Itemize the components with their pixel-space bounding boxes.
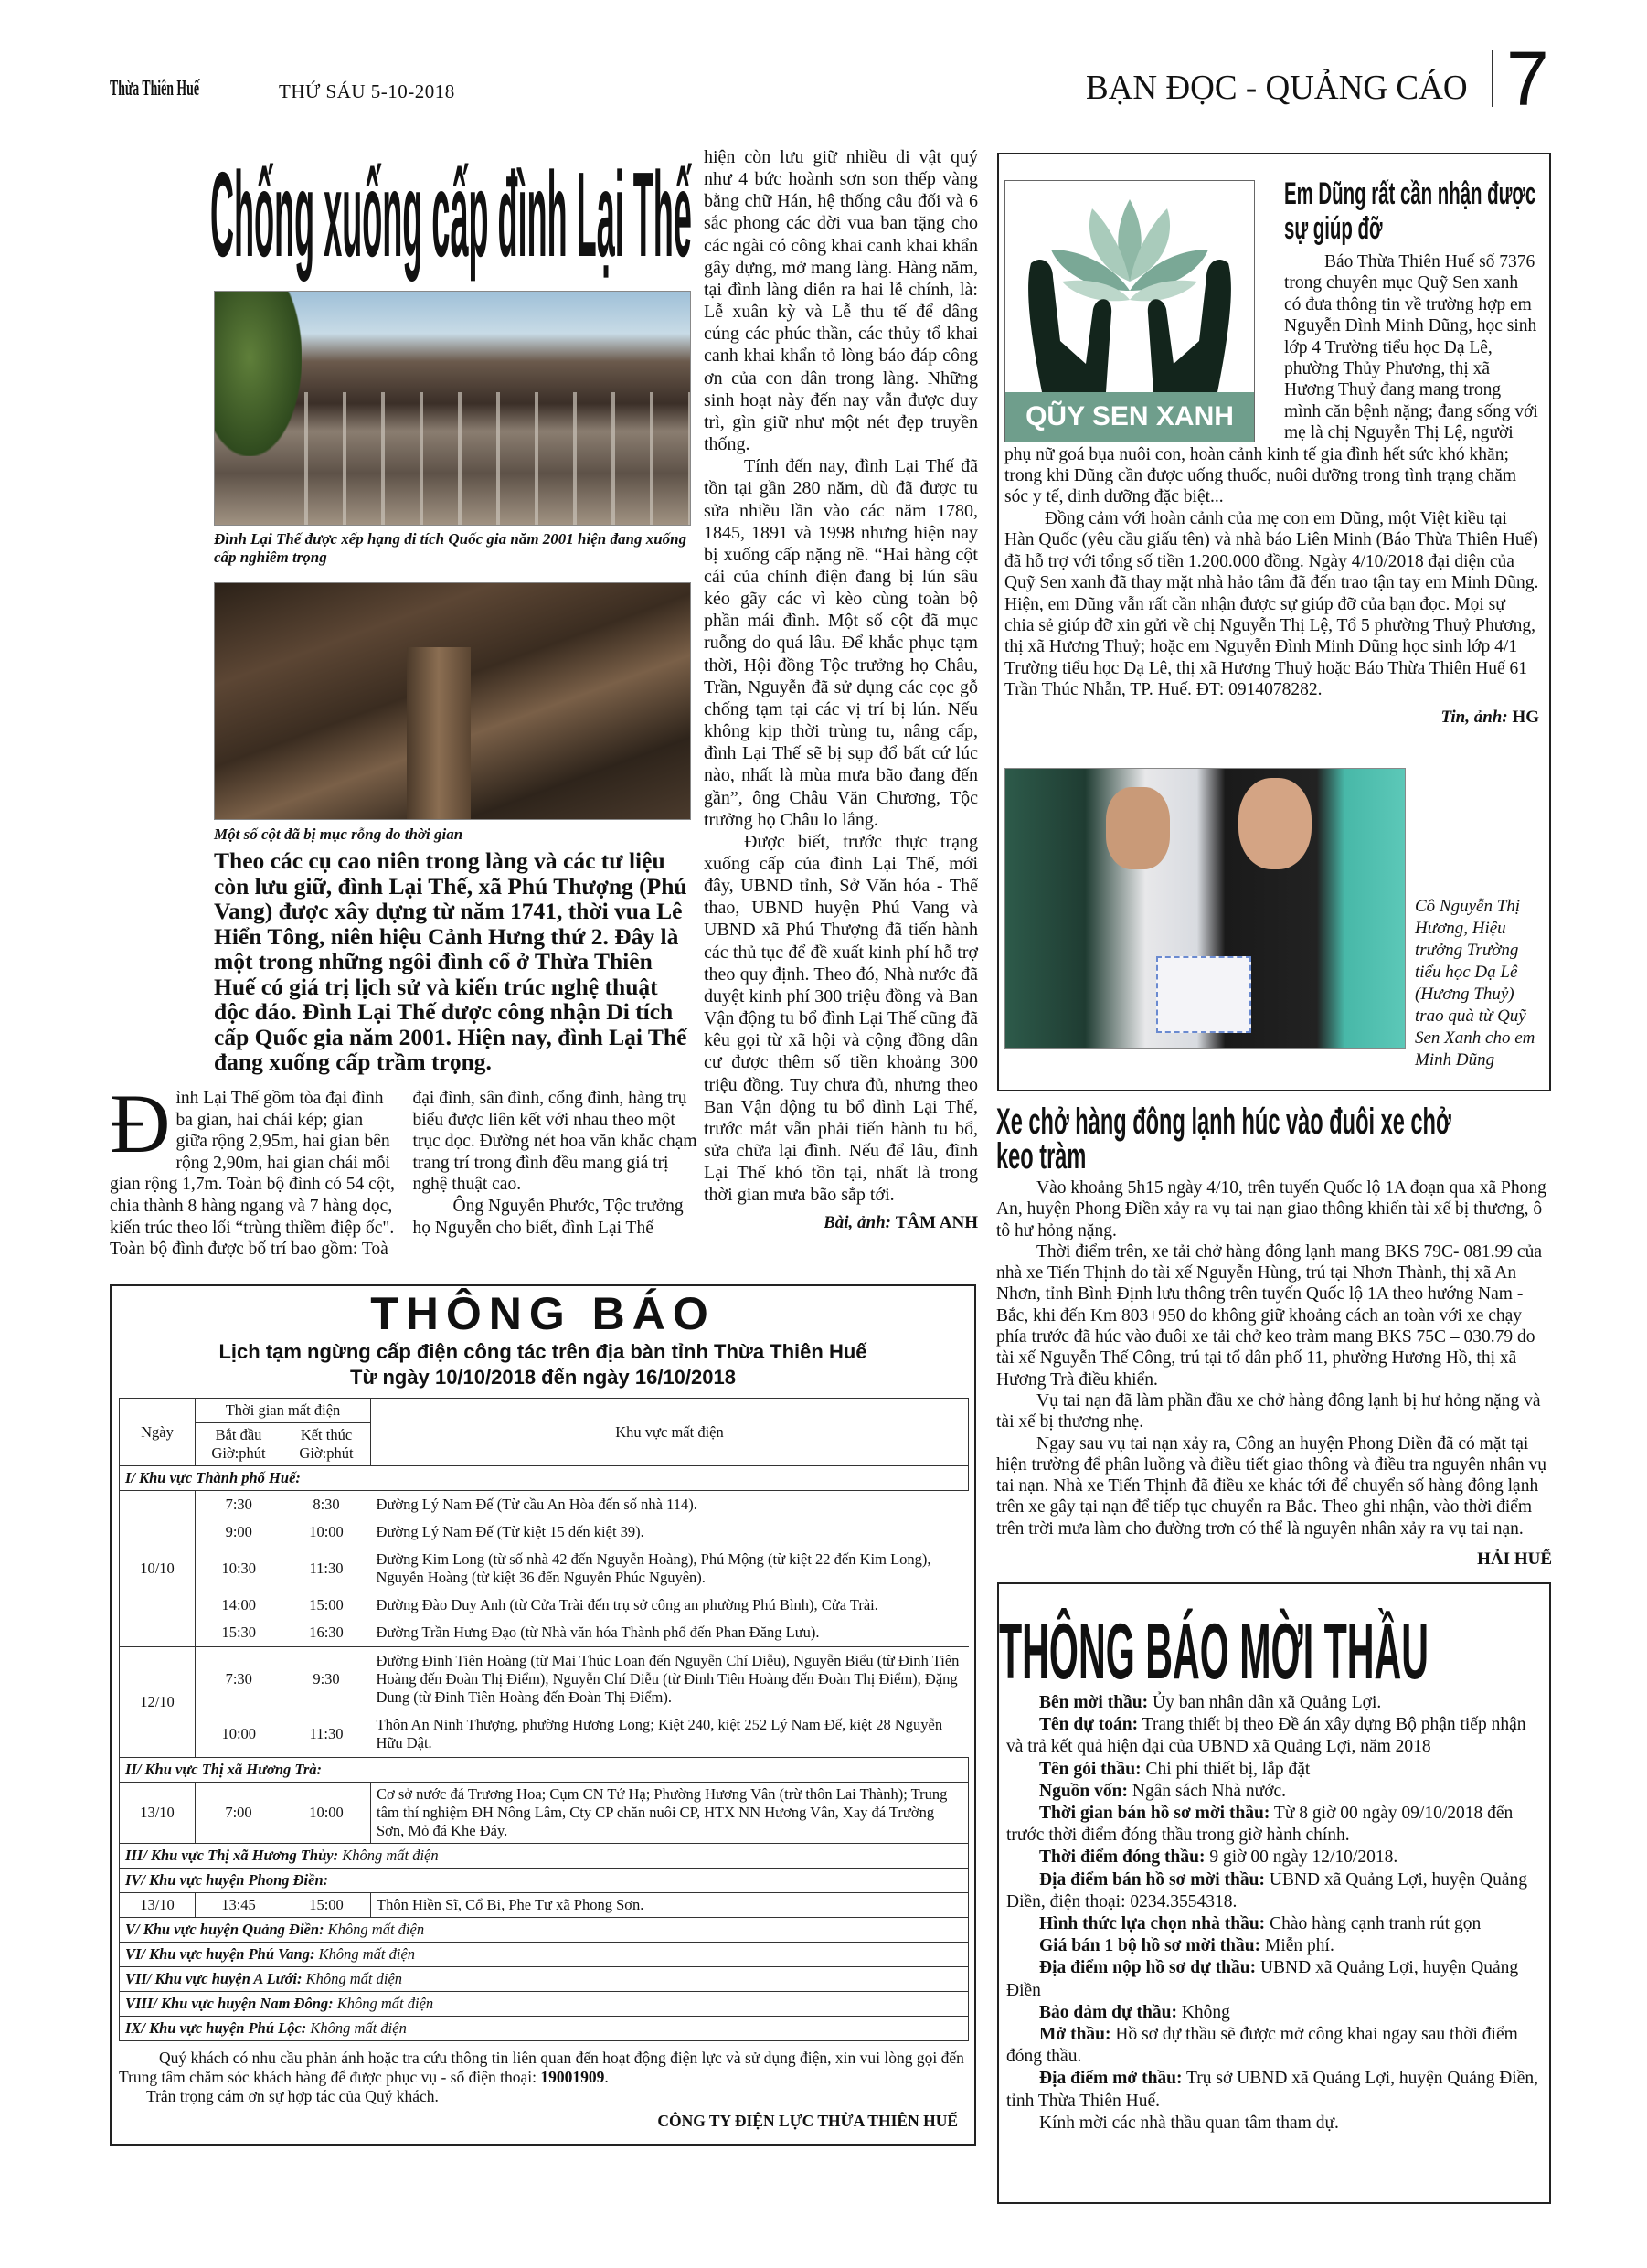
bid-item-value: Không [1181, 2002, 1230, 2022]
table-section-row: VII/ Khu vực huyện A Lưới: Không mất điện [120, 1967, 969, 1992]
cell-end: 15:00 [309, 1596, 344, 1613]
cell-start: 15:30 [196, 1619, 282, 1647]
section-title: BẠN ĐỌC - QUẢNG CÁO [1086, 69, 1468, 107]
cell-area: Đường Đinh Tiên Hoàng (từ Mai Thúc Loan đến Nguyễn Chí Diễu), Nguyễn Biểu (từ Đinh Tiên Hoàng đến Đoàn Thị Điểm), Nguyễn Chí Diễu (từ Đinh Tiên Hoàng đến Đoàn Thị Điểm), Đặng Dung (từ Đinh Tiên Hoàng đến Đoàn Thị Điểm). [371, 1647, 969, 1712]
table-section-row: IV/ Khu vực huyện Phong Điền: [120, 1869, 969, 1893]
col-start: Bắt đầu Giờ:phút [196, 1423, 282, 1466]
table-section-row: V/ Khu vực huyện Quảng Điền: Không mất điện [120, 1918, 969, 1943]
accident-byline: HẢI HUẾ [1477, 1549, 1552, 1570]
bid-item-value: Chào hàng cạnh tranh rút gọn [1270, 1914, 1482, 1934]
bid-item-value: Hồ sơ dự thầu sẽ được mở công khai ngay sau thời điểm đóng thầu. [1006, 2025, 1518, 2067]
body-paragraph: Ngay sau vụ tai nạn xảy ra, Công an huyện Phong Điền đã có mặt tại hiện trường để phân luồng và điều tiết giao thông và điều tra nguyên nhân vụ tai nạn. Nhà xe Tiến Thịnh đã điều xe khác tới để chuyển số hàng đông lạnh trên xe gây tại nạn để tiếp tục chuyển ra Bắc. Theo ghi nhận, vào thời điểm trên trời mưa làm cho đường trơn có thể là nguyên nhân xảy ra vụ tai nạn. [996, 1433, 1546, 1539]
table-row [120, 1518, 969, 1546]
cell-area: Đường Đào Duy Anh (từ Cửa Trài đến trụ sở công an phường Phú Bình), Cửa Trài. [376, 1596, 878, 1613]
article-body-columns [110, 1077, 699, 1261]
bid-item-label: Tên gói thầu: [1039, 1759, 1142, 1779]
cell-end: 11:30 [309, 1560, 344, 1577]
masthead: Thừa Thiên Huế [110, 77, 200, 101]
body-paragraph: Đồng cảm với hoàn cảnh của mẹ con em Dũng, một Việt kiều tại Hàn Quốc (yêu cầu giấu tên) và nhà báo Liên Minh (Báo Thừa Thiên Huế) đã hỗ trợ với tổng số tiền 1.200.000 đồng. Ngày 4/10/2018 đại diện của Quỹ Sen xanh đã thay mặt nhà hảo tâm đã đến trao tận tay em Minh Dũng. Hiện, em Dũng vẫn rất cần nhận được sự giúp đỡ của bạn đọc. Mọi sự chia sẻ giúp đỡ xin gửi về chị Nguyễn Thị Lệ, Tổ 5 phường Thuỷ Phương, thị xã Hương Thuỷ; hoặc em Nguyễn Đình Minh Dũng học sinh lớp 4/1 Trường tiểu học Dạ Lê, thị xã Hương Thuỷ hoặc Báo Thừa Thiên Huế 61 Trần Thúc Nhẫn, TP. Huế. ĐT: 0914078282. [1004, 508, 1539, 700]
cell-start: 9:00 [196, 1518, 282, 1546]
lotus-hands-icon [1005, 181, 1254, 392]
article-body-column [704, 146, 978, 1234]
bid-item [1006, 1759, 1546, 1781]
drop-cap: Đ [110, 1077, 171, 1170]
cell-start: 13:45 [196, 1893, 282, 1918]
bid-item-label: Tên dự toán: [1039, 1715, 1139, 1735]
cell-end: 11:30 [282, 1711, 371, 1758]
bid-item [1006, 1714, 1546, 1758]
photo1-caption: Đình Lại Thế được xếp hạng di tích Quốc gia năm 2001 hiện đang xuống cấp nghiêm trọng [214, 530, 687, 566]
body-paragraph: Thời điểm trên, xe tải chở hàng đông lạnh mang BKS 79C- 081.99 của nhà xe Tiến Thịnh do tài xế Nguyễn Hùng, trú tại Nhơn Thành, thị xã An Nhơn, tỉnh Bình Định lưu thông trên tuyến Quốc lộ 1A theo hướng Nam - Bắc, khi đến Km 803+950 do không giữ khoảng cách an toàn với xe chạy phía trước đã húc vào đuôi xe tải chở keo tràm mang BKS 75C – 030.79 do tài xế Nguyễn Thế Công, trú tại tổ dân phố 11, phường Hương Hồ, thị xã Hương Trà điều khiển. [996, 1241, 1542, 1390]
cell-start: 10:30 [196, 1546, 282, 1592]
rotten-column-photo [214, 582, 691, 820]
bid-item [1006, 1913, 1546, 1935]
bid-item-label: Thời gian bán hồ sơ mời thầu: [1039, 1804, 1270, 1824]
header-divider [1492, 50, 1493, 107]
notice-footer-text: Quý khách có nhu cầu phản ánh hoặc tra cứu thông tin liên quan đến hoạt động điện lực và sử dụng điện, xin vui lòng gọi đến Trung tâm chăm sóc khách hàng để được phục vụ - số điện thoại: 19001909. [119, 2049, 964, 2086]
quy-sen-xanh-logo [1004, 180, 1255, 442]
bid-item-value: Ngân sách Nhà nước. [1132, 1781, 1287, 1801]
cell-area: Cơ sở nước đá Trương Hoa; Cụm CN Tứ Hạ; Phường Hương Vân (trừ thôn Lai Thành); Trung tâm thí nghiệm ĐH Nông Lâm, Cty CP chăn nuôi CP, HTX NN Hương Vân, Xay đá Trường Sơn, Mỏ đá Khe Đáy. [371, 1783, 969, 1844]
bid-item-value: Trang thiết bị theo Đề án xây dựng Bộ phận tiếp nhận và trả kết quả hiện đại của UBND xã Quảng Lợi, năm 2018 [1006, 1715, 1526, 1757]
bid-item-label: Địa điểm bán hồ sơ mời thầu: [1039, 1869, 1265, 1890]
bid-item-label: Bên mời thầu: [1039, 1693, 1149, 1712]
logo-text: QŨY SEN XANH [1005, 392, 1254, 442]
cell-area: Đường Lý Nam Đế (Từ kiệt 15 đến kiệt 39). [376, 1523, 644, 1540]
notice-thanks: Trân trọng cám ơn sự hợp tác của Quý khách. [146, 2087, 439, 2105]
cell-day: 13/10 [120, 1783, 196, 1844]
page-number: 7 [1506, 36, 1549, 122]
bid-notice-title: THÔNG BÁO MỜI THẦU [999, 1608, 1429, 1696]
bid-notice-body [1006, 1692, 1546, 2135]
cell-area: Đường Trần Hưng Đạo (từ Nhà văn hóa Thành phố đến Phan Đăng Lưu). [371, 1619, 969, 1647]
bid-item-value: Từ 8 giờ 00 ngày 09/10/2018 đến trước thời điểm đóng thầu trong giờ hành chính. [1006, 1804, 1514, 1846]
bid-item [1006, 1803, 1546, 1847]
bid-item [1006, 2024, 1546, 2068]
photo3-caption: Cô Nguyễn Thị Hương, Hiệu trưởng Trường tiểu học Dạ Lê (Hương Thuỷ) trao quà từ Quỹ Sen Xanh cho em Minh Dũng [1415, 897, 1535, 1070]
bid-item [1006, 1935, 1546, 1957]
cell-start: 7:30 [196, 1647, 282, 1712]
bid-item-value: Chi phí thiết bị, lắp đặt [1145, 1759, 1311, 1779]
bid-item-value: Trụ sở UBND xã Quảng Lợi, huyện Quảng Điền, tỉnh Thừa Thiên Huế. [1006, 2069, 1539, 2111]
body-paragraph: Được biết, trước thực trạng xuống cấp của đình Lại Thế, mới đây, UBND tỉnh, Sở Văn hóa - Thể thao, UBND huyện Phú Vang và UBND xã Phú Thượng đã tiến hành các thủ tục để đề xuất kinh phí hỗ trợ theo quy định. Theo đó, Nhà nước đã duyệt kinh phí 300 triệu đồng và Ban Vận động tu bổ đình Lại Thế cũng đã kêu gọi từ xã hội và cộng đồng dân cư được thêm số tiền khoảng 300 triệu đồng. Tuy chưa đủ, nhưng theo Ban Vận động tu bổ đình Lại Thế, trước mắt vẫn phải tiến hành tu bổ, sửa chữa lại đình. Nếu để lâu, đình Lại Thế khó tồn tại, nhất là trong thời gian mưa bão sắp tới. [704, 831, 978, 1206]
col-area: Khu vực mất điện [371, 1399, 969, 1466]
accident-body [996, 1177, 1552, 1570]
bid-item [1006, 2002, 1546, 2024]
cell-end: 8:30 [282, 1491, 371, 1519]
accident-headline: Xe chở hàng đông lạnh húc vào đuôi xe chở keo tràm [996, 1102, 1451, 1177]
bid-item-label: Mở thầu: [1039, 2025, 1111, 2045]
col-day: Ngày [120, 1399, 196, 1466]
table-row [120, 1592, 969, 1619]
table-section-row: I/ Khu vực Thành phố Huế: [120, 1466, 969, 1491]
bid-notice-box [997, 1582, 1551, 2204]
table-section-row: III/ Khu vực Thị xã Hương Thủy: Không mất điện [120, 1844, 969, 1869]
body-paragraph: Vào khoảng 5h15 ngày 4/10, trên tuyến Quốc lộ 1A đoạn qua xã Phong An, huyện Phong Điền xảy ra vụ tai nạn giao thông khiến tài xế bị thương, ô tô hư hỏng nặng. [996, 1178, 1546, 1240]
cell-end: 9:30 [282, 1647, 371, 1712]
cell-end: 15:00 [282, 1893, 371, 1918]
notice-subtitle: Lịch tạm ngừng cấp điện công tác trên địa bàn tỉnh Thừa Thiên Huế [218, 1340, 867, 1363]
table-row [120, 1783, 969, 1844]
cell-area: Đường Kim Long (từ số nhà 42 đến Nguyễn Hoàng), Phú Mộng (từ kiệt 22 đến Kim Long), Nguyễn Hoàng (từ kiệt 36 đến Nguyễn Phúc Nguyên). [376, 1550, 931, 1586]
body-paragraph: Ông Nguyễn Phước, Tộc trưởng họ Nguyễn cho biết, đình Lại Thế [412, 1196, 684, 1238]
bid-item [1006, 2068, 1546, 2112]
hotline: 19001909 [540, 2068, 605, 2086]
cell-area: Đường Lý Nam Đế (Từ cầu An Hòa đến số nhà 114). [371, 1491, 969, 1519]
issue-date: THỨ SÁU 5-10-2018 [279, 80, 455, 102]
cell-start: 7:00 [196, 1783, 282, 1844]
cell-day: 10/10 [120, 1491, 196, 1647]
table-row [120, 1491, 969, 1519]
bid-item-label: Giá bán 1 bộ hồ sơ mời thầu: [1039, 1936, 1261, 1956]
power-outage-notice [110, 1284, 976, 2146]
cell-start: 14:00 [196, 1592, 282, 1619]
cell-area: Thôn An Ninh Thượng, phường Hương Long; Kiệt 240, kiệt 252 Lý Nam Đế, kiệt 28 Nguyễn Hữu Dật. [371, 1711, 969, 1758]
bid-item-label: Bảo đảm dự thầu: [1039, 2002, 1177, 2022]
table-section-row: VI/ Khu vực huyện Phú Vang: Không mất điện [120, 1943, 969, 1967]
gift-handover-photo [1004, 768, 1406, 1049]
article-lead: Theo các cụ cao niên trong làng và các tư liệu còn lưu giữ, đình Lại Thế, xã Phú Thượng (Phú Vang) được xây dựng từ năm 1741, thời vua Lê Hiển Tông, niên hiệu Cảnh Hưng thứ 2. Đây là một trong những ngôi đình cổ ở Thừa Thiên Huế có giá trị lịch sử và kiến trúc nghệ thuật độc đáo. Đình Lại Thế được công nhận Di tích cấp Quốc gia năm 2001. Hiện nay, đình Lại Thế đang xuống cấp trầm trọng. [214, 847, 687, 1075]
dinh-lai-the-photo [214, 291, 691, 526]
bid-item-label: Thời điểm đóng thầu: [1039, 1847, 1206, 1868]
body-paragraph: Tính đến nay, đình Lại Thế đã tồn tại gần 280 năm, dù đã được tu sửa nhiều lần vào các năm 1780, 1845, 1891 và 1998 nhưng hiện nay bị xuống cấp nặng nề. “Hai hàng cột cái của chính điện đang bị lún sâu kéo gãy các vì kèo cùng toàn bộ phần mái đình. Một số cột đã mục ruỗng do quá lâu. Để khắc phục tạm thời, Hội đồng Tộc trưởng họ Châu, Trần, Nguyễn đã sử dụng các cọc gỗ chống tạm tại các vị trí bị lún. Nếu không kịp thời trùng tu, nâng cấp, đình Lại Thế sẽ bị sụp đổ bất cứ lúc nào, nhất là mùa mưa bão đang đến gần”, ông Châu Văn Chương, Tộc trưởng họ Châu lo lắng. [704, 456, 978, 830]
table-row [120, 1647, 969, 1712]
cell-day: 13/10 [120, 1893, 196, 1918]
bid-item-value: UBND xã Quảng Lợi, huyện Quảng Điền [1006, 1958, 1519, 2000]
table-row [120, 1893, 969, 1918]
cell-end: 10:00 [282, 1783, 371, 1844]
col-time-group: Thời gian mất điện [196, 1399, 371, 1423]
cell-start: 7:30 [196, 1491, 282, 1519]
notice-date-range: Từ ngày 10/10/2018 đến ngày 16/10/2018 [350, 1366, 736, 1389]
table-row [120, 1711, 969, 1758]
body-paragraph: Vụ tai nạn đã làm phần đầu xe chở hàng đông lạnh bị hư hỏng nặng và tài xế bị thương nhẹ. [996, 1390, 1541, 1432]
col-end: Kết thúc Giờ:phút [282, 1423, 371, 1466]
bid-item-value: Ủy ban nhân dân xã Quảng Lợi. [1153, 1693, 1382, 1712]
table-section-row: VIII/ Khu vực huyện Nam Đông: Không mất điện [120, 1992, 969, 2017]
bid-item [1006, 1847, 1546, 1869]
body-paragraph: hiện còn lưu giữ nhiều di vật quý như 4 bức hoành sơn son thếp vàng bằng chữ Hán, hệ thống câu đối và 6 sắc phong các đời vua ban tặng cho các ngài có công khai canh khai khẩn gây dựng, mở mang làng. Hàng năm, tại đình làng diễn ra hai lễ chính, là: Lễ xuân kỳ và Lễ thu tế để dâng cúng các phúc thần, các thủy tổ khai canh khai khẩn tỏ lòng báo đáp công ơn của con dân trong làng. Những sinh hoạt này đến nay vẫn được duy trì, gìn giữ như một nét đẹp truyền thống. [704, 147, 978, 455]
charity-byline: Tin, ảnh: HG [1440, 707, 1539, 727]
photo2-caption: Một số cột đã bị mục rỗng do thời gian [214, 825, 463, 843]
bid-item [1006, 1692, 1546, 1714]
cell-start: 10:00 [196, 1711, 282, 1758]
charity-headline: Em Dũng rất cần nhận được sự giúp đỡ [1284, 176, 1536, 246]
bid-item [1006, 1957, 1546, 2001]
cell-area: Thôn Hiền Sĩ, Cổ Bi, Phe Tư xã Phong Sơn. [371, 1893, 969, 1918]
cell-day: 12/10 [120, 1647, 196, 1758]
table-section-row: II/ Khu vực Thị xã Hương Trà: [120, 1758, 969, 1783]
outage-schedule-table [119, 1398, 969, 2041]
cell-end: 10:00 [309, 1523, 344, 1540]
bid-closing: Kính mời các nhà thầu quan tâm tham dự. [1039, 2113, 1339, 2133]
bid-item-label: Địa điểm mở thầu: [1039, 2069, 1183, 2089]
notice-title: THÔNG BÁO [370, 1288, 716, 1339]
bid-item-value: 9 giờ 00 ngày 12/10/2018. [1209, 1847, 1398, 1868]
bid-item [1006, 1781, 1546, 1803]
article-byline: Bài, ảnh: TÂM ANH [824, 1212, 978, 1232]
table-section-row: IX/ Khu vực huyện Phú Lộc: Không mất điện [120, 2017, 969, 2041]
notice-footer [119, 2049, 969, 2131]
bid-item-label: Địa điểm nộp hồ sơ dự thầu: [1039, 1958, 1257, 1978]
table-row [120, 1546, 969, 1592]
body-paragraph: ình Lại Thế gồm tòa đại đình ba gian, hai chái kép; gian giữa rộng 2,95m, hai gian bên rộng 2,90m, hai gian chái mỗi gian rộng 1,7m. Toàn bộ đình có 54 cột, chia thành 8 hàng ngang và 7 hàng dọc, kiến trúc theo lối “trùng thiềm điệp ốc". Toàn bộ đình được bố trí bao gồm: Toà đại đình, sân đình, cổng đình, hàng trụ biểu được liên kết với nhau theo một trục dọc. Đường nét hoa văn khắc chạm trang trí trong đình đều mang giá trị nghệ thuật cao. [110, 1089, 697, 1260]
main-headline: Chống xuống cấp đình Lại Thế [210, 147, 692, 282]
cell-end: 16:30 [282, 1619, 371, 1647]
body-paragraph: Báo Thừa Thiên Huế số 7376 trong chuyên mục Quỹ Sen xanh có đưa thông tin về trường hợp em Nguyễn Đình Minh Dũng, học sinh lớp 4 Trường tiểu học Dạ Lê, phường Thủy Phương, thị xã Hương Thuỷ đang mang trong mình căn bệnh nặng; đang sống với mẹ là chị Nguyễn Thị Lệ, người phụ nữ goá bụa nuôi con, hoàn cảnh kinh tế gia đình hết sức khó khăn; trong khi Dũng cần được uống thuốc, nuôi dưỡng trong tình trạng chăm sóc y tế, dinh dưỡng đặc biệt... [1004, 252, 1538, 507]
bid-item-label: Hình thức lựa chọn nhà thầu: [1039, 1914, 1266, 1934]
bid-item-value: UBND xã Quảng Lợi, huyện Quảng Điền, điện thoại: 0234.3554318. [1006, 1869, 1528, 1911]
bid-item-label: Nguồn vốn: [1039, 1781, 1128, 1801]
notice-signature: CÔNG TY ĐIỆN LỰC THỪA THIÊN HUẾ [657, 2112, 958, 2130]
bid-item-value: Miễn phí. [1265, 1936, 1334, 1956]
table-row [120, 1619, 969, 1647]
bid-item [1006, 1869, 1546, 1913]
